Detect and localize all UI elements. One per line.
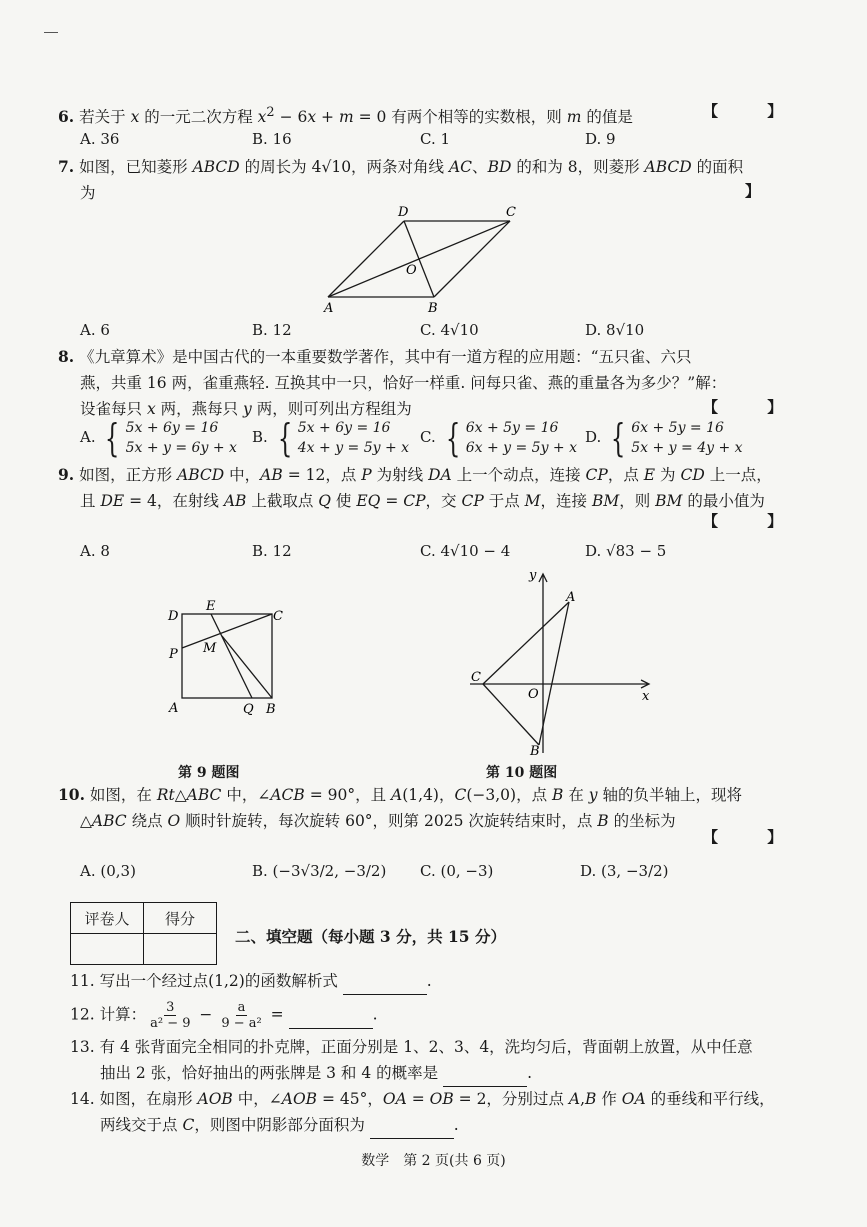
label-b: B [266,702,276,717]
option-letter: D. [585,428,602,446]
question-number: 11. [70,972,95,990]
question-14: 14. 如图，在扇形 AOB 中，∠AOB = 45°，OA = OB = 2，分别过点 A,B 作 OA 的垂线和平行线， 两线交于点 C，则图中阴影部分面积为 . [70,1086,775,1139]
equation-2: 4x + y = 5y + x [297,440,410,456]
equation-system: { 6x + 5y = 16 5x + y = 4y + x [610,416,743,460]
grader-label: 评卷人 [71,903,144,934]
option-d[interactable] [585,418,743,458]
question-14-line1: 如图，在扇形 AOB 中，∠AOB = 45°，OA = OB = 2，分别过点 A,B 作 OA 的垂线和平行线， [99,1090,775,1108]
question-12: 12. 计算： $\frac{3}{\text{a² − 9}}$ − $\frac{a}{\text{9 − a²}}$ = . [70,1000,378,1031]
equation-2: 6x + y = 5y + x [465,440,578,456]
question-7-line2: 为 [80,184,96,202]
question-9 [58,462,772,514]
question-10-line1: 如图，在 Rt△ABC 中，∠ACB = 90°，且 A(1,4)，C(−3,0)，点 B 在 y 轴的负半轴上，现将 [89,786,742,804]
option-c[interactable]: C. 4√10 − 4 [420,542,511,560]
score-label: 得分 [144,903,217,934]
answer-bracket-8[interactable]: 【 】 [703,398,805,416]
label-q: Q [243,702,254,717]
question-9-line2: 且 DE = 4，在射线 AB 上截取点 Q 使 EQ = CP，交 CP 于点 M，连接 BM，则 BM 的最小值为 [80,492,765,510]
option-letter: C. [420,428,436,446]
label-a: A [566,590,576,605]
question-13: 13. 有 4 张背面完全相同的扑克牌，正面分别是 1、2、3、4，洗均匀后，背面朝上放置，从中任意 抽出 2 张，恰好抽出的两张牌是 3 和 4 的概率是 . [70,1034,753,1087]
question-8-line2: 燕，共重 16 两，雀重燕轻. 互换其中一只，恰好一样重. 问每只雀、燕的重量各为多少？”解： [80,374,727,392]
question-7 [58,154,743,206]
answer-bracket-9[interactable]: 【 】 [703,512,805,530]
scan-mark [44,32,58,33]
answer-bracket-10[interactable]: 【 】 [703,828,805,846]
question-10-line2: △ABC 绕点 O 顺时针旋转，每次旋转 60°，则第 2025 次旋转结束时，点 B 的坐标为 [80,812,676,830]
question-13-line2: 抽出 2 张，恰好抽出的两张牌是 3 和 4 的概率是 [100,1064,439,1082]
label-d: D [398,205,409,220]
option-c[interactable]: C. 4√10 [420,321,479,339]
option-b[interactable] [252,418,409,458]
numerator: a [237,1000,246,1015]
label-b: B [530,744,540,759]
label-c: C [273,609,283,624]
option-a[interactable]: A. 36 [80,130,120,148]
equation-1: 6x + 5y = 16 [465,420,559,436]
equation-2: 5x + y = 6y + x [125,440,237,456]
label-a: A [169,701,179,716]
answer-blank-11[interactable] [343,968,427,995]
option-b[interactable]: B. 12 [252,321,292,339]
equation-2: 5x + y = 4y + x [631,440,743,456]
question-number: 14. [70,1090,95,1108]
page-footer: 数学 第 2 页(共 6 页) [361,1153,506,1169]
label-y: y [529,568,537,583]
question-number: 10. [58,785,85,804]
equation-1: 5x + 6y = 16 [125,420,219,436]
option-d[interactable]: D. √83 − 5 [585,542,667,560]
question-number: 9. [58,465,75,484]
option-d[interactable]: D. (3, −3/2) [580,862,669,880]
edge-bc [434,221,510,297]
question-11-text: 写出一个经过点(1,2)的函数解析式 [99,972,338,990]
answer-blank-13[interactable] [443,1060,527,1087]
option-a[interactable]: A. 6 [80,321,110,339]
option-c[interactable]: C. 1 [420,130,451,148]
label-c: C [506,205,516,220]
denominator: a² − 9 [150,1016,191,1031]
square-abcd [182,614,272,698]
option-b[interactable]: B. (−3√3/2, −3/2) [252,862,387,880]
figure-caption-10: 第 10 题图 [486,765,558,781]
question-10 [58,782,742,834]
fraction-2 [219,1000,263,1031]
segment-ca [483,602,569,684]
label-x: x [642,689,650,704]
label-o: O [528,687,539,702]
option-a[interactable]: A. (0,3) [80,862,136,880]
option-a[interactable]: A. 8 [80,542,110,560]
answer-blank-14[interactable] [370,1112,454,1139]
question-8 [58,344,726,422]
fraction-1 [148,1000,192,1031]
edge-da [328,221,404,297]
equation-1: 5x + 6y = 16 [297,420,391,436]
label-d: D [168,609,179,624]
option-letter: B. [252,428,268,446]
diagonal-bd [404,221,434,297]
equation-system: { 5x + 6y = 16 5x + y = 6y + x [105,416,237,460]
question-12-text: 计算： [99,1005,147,1024]
question-6-text: 若关于 x 的一元二次方程 $x^2 - 6x + m = 0$ 有两个相等的实数根，则 m 的值是 [79,105,633,127]
question-number: 6. [58,107,75,127]
figure-caption-9: 第 9 题图 [178,765,240,781]
option-a[interactable] [80,418,237,458]
question-7-line1: 如图，已知菱形 ABCD 的周长为 4√10，两条对角线 AC、BD 的和为 8，则菱形 ABCD 的面积 [79,158,744,176]
section-title: 二、填空题（每小题 3 分，共 15 分） [235,927,506,946]
answer-blank-12[interactable] [289,1002,373,1029]
score-cell[interactable] [144,934,217,965]
label-o: O [406,263,417,278]
answer-bracket-6[interactable]: 【 】 [703,102,805,120]
label-c: C [471,670,481,685]
grader-cell[interactable] [71,934,144,965]
label-p: P [169,647,178,662]
score-table [70,902,217,965]
option-b[interactable]: B. 12 [252,542,292,560]
option-d[interactable]: D. 8√10 [585,321,645,339]
coordinate-figure [460,565,660,760]
option-d[interactable]: D. 9 [585,130,616,148]
question-6 [58,100,633,130]
label-m: M [203,641,217,656]
question-number: 12. [70,1005,95,1024]
question-11: 11. 写出一个经过点(1,2)的函数解析式 . [70,968,432,995]
option-letter: A. [80,428,96,446]
question-8-line3: 设雀每只 x 两，燕每只 y 两，则可列出方程组为 [80,400,412,418]
rhombus-figure [300,200,530,320]
equation-system: { 5x + 6y = 16 4x + y = 5y + x [277,416,410,460]
numerator: 3 [166,1000,175,1015]
question-8-line1: 《九章算术》是中国古代的一本重要数学著作，其中有一道方程的应用题：“五只雀、六只 [79,348,692,366]
question-13-line1: 有 4 张背面完全相同的扑克牌，正面分别是 1、2、3、4，洗均匀后，背面朝上放置，从中任意 [99,1038,753,1056]
label-a: A [324,301,334,316]
answer-bracket-7[interactable]: 】 [745,182,761,200]
segment-eq [211,614,252,698]
label-b: B [428,301,438,316]
option-c[interactable]: C. (0, −3) [420,862,494,880]
option-b[interactable]: B. 16 [252,130,292,148]
denominator: 9 − a² [221,1016,262,1031]
square-figure [160,596,290,721]
question-number: 8. [58,347,75,366]
question-number: 7. [58,157,75,176]
equation-system: { 6x + 5y = 16 6x + y = 5y + x [445,416,578,460]
question-14-line2: 两线交于点 C，则图中阴影部分面积为 [100,1116,365,1134]
option-c[interactable] [420,418,577,458]
equation-1: 6x + 5y = 16 [631,420,724,436]
question-9-line1: 如图，正方形 ABCD 中，AB = 12，点 P 为射线 DA 上一个动点，连接 CP，点 E 为 CD 上一点， [79,466,772,484]
label-e: E [206,599,216,614]
question-number: 13. [70,1038,95,1056]
